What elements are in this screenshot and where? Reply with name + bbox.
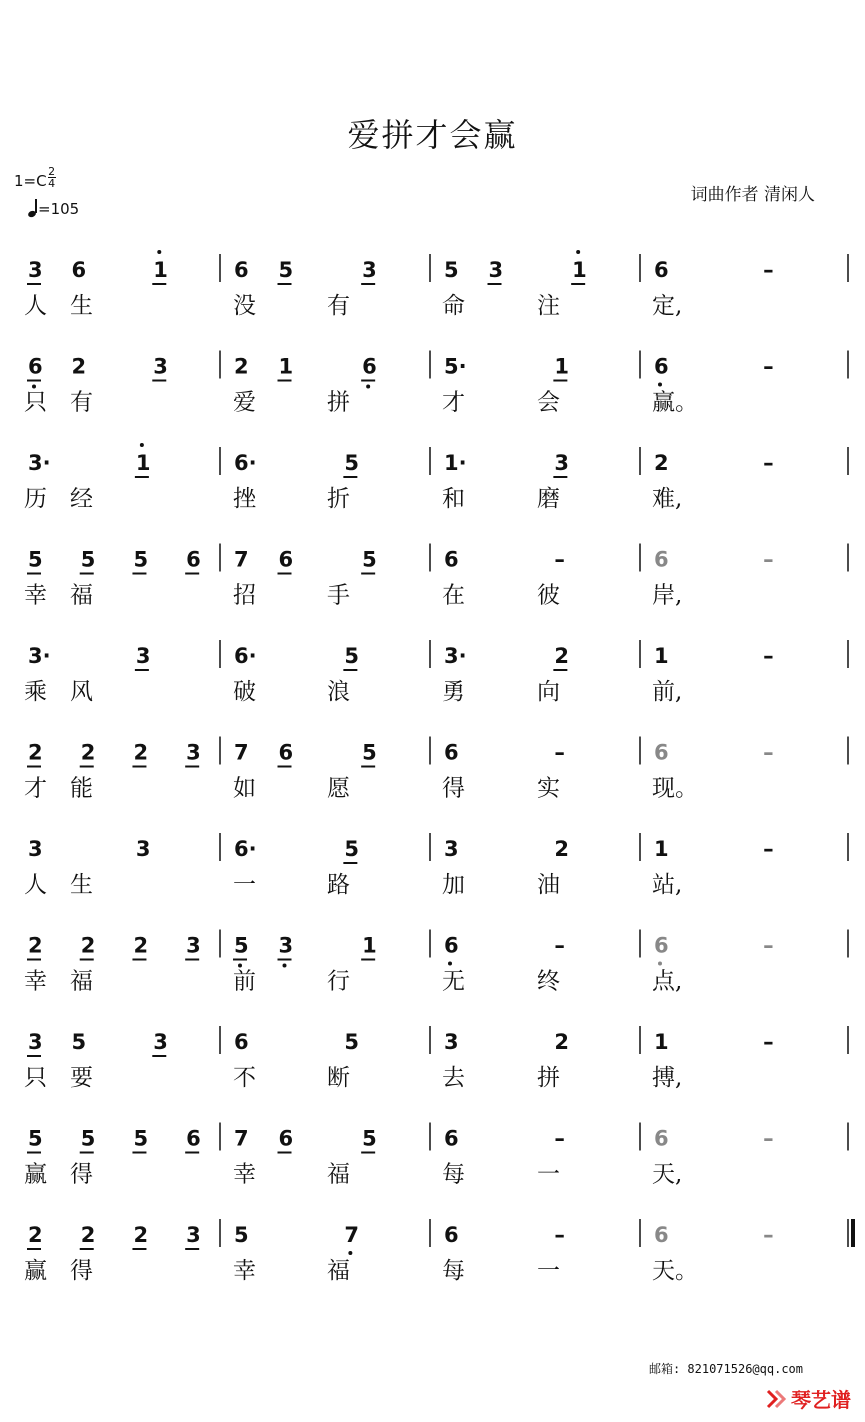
lyric-char: 每: [442, 1161, 465, 1188]
score-line: [24, 1026, 848, 1091]
note: 3: [278, 933, 294, 958]
note: 5: [80, 1126, 96, 1151]
lyric-char: 有: [327, 293, 350, 319]
lyric-char: 油: [537, 872, 560, 898]
note: 6: [444, 933, 459, 958]
lyric-char: 一: [537, 1258, 560, 1284]
octave-dot: [32, 385, 36, 389]
lyric-char: 经: [70, 486, 93, 512]
note: 1: [654, 1030, 669, 1054]
lyric-char: 命: [442, 293, 465, 319]
note: 1: [135, 451, 151, 475]
note: 5: [344, 451, 359, 475]
octave-dot: [157, 250, 161, 254]
lyric-char: 历: [24, 486, 47, 512]
lyric-char: 彼: [537, 582, 560, 609]
lyric-char: 幸: [233, 1258, 256, 1284]
score-line: [24, 640, 848, 705]
note: 6: [234, 258, 249, 282]
note: 1: [153, 258, 168, 282]
note: –: [554, 933, 565, 958]
lyric-char: 向: [537, 679, 560, 705]
note: 3: [153, 354, 168, 379]
lyric-char: 定,: [652, 293, 683, 319]
lyric-char: 有: [70, 389, 93, 416]
lyric-char: 实: [537, 775, 560, 802]
note: 3: [28, 1030, 43, 1054]
note: 5: [344, 837, 359, 861]
note: 3: [186, 740, 201, 765]
lyric-char: 折: [327, 486, 350, 512]
octave-dot: [140, 443, 144, 447]
note: 3·: [28, 644, 51, 668]
lyric-char: 赢: [24, 1161, 47, 1188]
logo-mark-icon: [765, 1387, 787, 1409]
note: 6: [654, 1223, 669, 1247]
score-line: [24, 1219, 853, 1284]
note: 2: [554, 837, 569, 861]
lyric-char: 天。: [652, 1258, 698, 1284]
song-title: 爱拼才会赢: [347, 116, 518, 154]
note: 1: [362, 933, 377, 958]
lyric-char: 勇: [442, 679, 465, 705]
note: –: [763, 354, 774, 379]
lyric-char: 手: [327, 582, 350, 609]
lyric-char: 路: [327, 872, 350, 898]
note: 1: [654, 837, 669, 861]
lyric-char: 招: [233, 582, 256, 609]
lyric-char: 一: [537, 1161, 560, 1188]
lyric-char: 挫: [233, 486, 256, 512]
lyric-char: 会: [537, 389, 560, 416]
lyric-char: 在: [442, 582, 465, 609]
octave-dot: [238, 964, 242, 968]
lyric-char: 破: [233, 679, 256, 705]
note: 1: [654, 644, 669, 668]
note: 2: [133, 1223, 149, 1247]
note: 2: [28, 1223, 43, 1247]
lyric-char: 只: [24, 1065, 47, 1091]
lyric-char: 福: [327, 1161, 350, 1188]
note: –: [763, 1030, 774, 1054]
lyric-char: 生: [70, 293, 93, 319]
note: 2: [28, 933, 43, 958]
note: 6: [654, 740, 669, 765]
lyric-char: 乘: [24, 679, 47, 705]
logo-text: 琴艺谱: [791, 1387, 851, 1412]
note: 3: [135, 837, 151, 861]
lyric-char: 幸: [24, 582, 47, 609]
octave-dot: [366, 385, 370, 389]
note: 6: [362, 354, 377, 379]
tempo-value: =105: [38, 200, 80, 218]
note: 1: [554, 354, 569, 379]
note: 5: [234, 933, 249, 958]
note: 6: [444, 547, 459, 572]
octave-dot: [576, 250, 580, 254]
lyric-char: 愿: [327, 775, 350, 802]
note: 2: [654, 451, 669, 475]
note: 1·: [444, 451, 467, 475]
note: 2: [554, 644, 569, 668]
octave-dot: [448, 962, 452, 966]
lyric-char: 站,: [652, 872, 683, 898]
note: 7: [234, 740, 249, 765]
octave-dot: [658, 962, 662, 966]
note: 2: [234, 354, 249, 379]
note: 6·: [234, 451, 257, 475]
lyric-char: 岸,: [652, 582, 683, 609]
lyric-char: 拼: [327, 389, 350, 416]
lyric-char: 得: [70, 1258, 93, 1284]
note: 7: [234, 1126, 249, 1151]
note: 2: [71, 354, 87, 379]
note: –: [763, 258, 774, 282]
note: 3: [28, 258, 43, 282]
lyric-char: 得: [442, 775, 465, 802]
lyric-char: 搏,: [652, 1065, 683, 1091]
note: 5: [344, 1030, 359, 1054]
lyric-char: 才: [24, 775, 47, 802]
lyric-char: 没: [233, 293, 256, 319]
score-line: [24, 833, 848, 898]
note: 3: [488, 258, 504, 282]
note: 6: [234, 1030, 249, 1054]
note: –: [763, 933, 774, 958]
lyric-char: 注: [537, 293, 560, 319]
note: 5: [28, 547, 43, 572]
lyric-char: 生: [70, 872, 93, 898]
lyric-char: 浪: [327, 679, 350, 705]
note: –: [763, 451, 774, 475]
score-line: [24, 1123, 848, 1188]
note: 5: [444, 258, 459, 282]
lyric-char: 得: [70, 1161, 93, 1188]
note: 2: [133, 933, 149, 958]
note: 2: [554, 1030, 569, 1054]
time-bottom: 4: [48, 177, 56, 190]
note: 3: [28, 837, 43, 861]
note: 6: [654, 547, 669, 572]
lyric-char: 无: [442, 968, 465, 995]
score-line: [24, 930, 848, 995]
note: –: [763, 547, 774, 572]
author-credit: 词曲作者 清闲人: [690, 185, 815, 205]
note: 5: [71, 1030, 87, 1054]
lyric-char: 幸: [24, 968, 47, 995]
note: –: [554, 547, 565, 572]
score-line: [24, 443, 848, 512]
key-prefix: 1=C: [14, 172, 47, 190]
note: 3: [554, 451, 569, 475]
note: 3: [135, 644, 151, 668]
note: 5: [80, 547, 96, 572]
note: 1: [572, 258, 587, 282]
note: 6: [444, 1223, 459, 1247]
note: 5: [133, 547, 149, 572]
lyric-char: 一: [233, 872, 256, 898]
note: 3: [444, 1030, 459, 1054]
lyric-char: 只: [24, 389, 47, 416]
lyric-char: 不: [233, 1065, 256, 1091]
note: –: [763, 1223, 774, 1247]
note: 6: [71, 258, 87, 282]
note: –: [554, 740, 565, 765]
note: 6: [444, 1126, 459, 1151]
note: 6: [278, 547, 294, 572]
lyric-char: 前,: [652, 679, 683, 705]
note: 6: [654, 258, 669, 282]
note: 6: [28, 354, 43, 379]
lyric-char: 如: [233, 775, 256, 802]
lyric-char: 要: [70, 1065, 93, 1091]
lyric-char: 断: [327, 1065, 350, 1091]
note: 6: [654, 354, 669, 379]
octave-dot: [348, 1251, 352, 1255]
note: –: [763, 644, 774, 668]
lyric-char: 能: [70, 775, 93, 802]
lyric-char: 终: [537, 968, 560, 995]
note: 5: [234, 1223, 249, 1247]
note: 2: [80, 740, 96, 765]
note: –: [554, 1126, 565, 1151]
note: 6: [444, 740, 459, 765]
note: –: [763, 837, 774, 861]
footer-email: 邮箱: 821071526@qq.com: [648, 1362, 803, 1376]
note: 6·: [234, 837, 257, 861]
lyric-char: 福: [70, 582, 93, 609]
lyric-char: 难,: [652, 486, 683, 512]
note: 5: [362, 547, 377, 572]
octave-dot: [283, 964, 287, 968]
lyric-char: 前: [233, 968, 256, 995]
note: 3: [153, 1030, 168, 1054]
note: 5: [344, 644, 359, 668]
note: –: [554, 1223, 565, 1247]
note: 5: [362, 740, 377, 765]
lyric-char: 赢。: [652, 389, 698, 416]
time-top: 2: [48, 165, 56, 178]
lyric-char: 爱: [233, 389, 256, 416]
note: 2: [28, 740, 43, 765]
lyric-char: 拼: [537, 1065, 560, 1091]
note: 3·: [444, 644, 467, 668]
note: 5: [28, 1126, 43, 1151]
lyric-char: 福: [70, 968, 93, 995]
note: 3: [186, 1223, 201, 1247]
note: 1: [278, 354, 294, 379]
score-line: [24, 737, 848, 802]
score-line: [24, 351, 848, 416]
note: –: [763, 740, 774, 765]
lyric-char: 赢: [24, 1258, 47, 1284]
note: 5: [278, 258, 294, 282]
note: 3: [444, 837, 459, 861]
lyric-char: 加: [442, 872, 465, 898]
note: 2: [80, 1223, 96, 1247]
note: 6·: [234, 644, 257, 668]
note: 5: [362, 1126, 377, 1151]
note: 2: [133, 740, 149, 765]
note: 6: [654, 933, 669, 958]
score-line: [24, 544, 848, 609]
note: 7: [234, 547, 249, 572]
lyric-char: 天,: [652, 1161, 683, 1188]
note: 3: [186, 933, 201, 958]
note: 3: [362, 258, 377, 282]
note: –: [763, 1126, 774, 1151]
lyric-char: 和: [442, 486, 465, 512]
note: 6: [186, 547, 201, 572]
lyric-char: 幸: [233, 1161, 256, 1188]
lyric-char: 人: [24, 872, 47, 898]
note: 6: [654, 1126, 669, 1151]
lyric-char: 风: [70, 679, 93, 705]
lyric-char: 福: [327, 1258, 350, 1284]
note: 6: [186, 1126, 201, 1151]
note: 2: [80, 933, 96, 958]
lyric-char: 人: [24, 293, 47, 319]
note: 7: [344, 1223, 359, 1247]
note: 6: [278, 740, 294, 765]
lyric-char: 现。: [652, 775, 698, 802]
site-logo: [765, 1385, 851, 1411]
note: 5·: [444, 354, 467, 379]
lyric-char: 行: [327, 968, 350, 995]
lyric-char: 点,: [652, 968, 683, 995]
note: 5: [133, 1126, 149, 1151]
lyric-char: 磨: [537, 486, 560, 512]
note: 6: [278, 1126, 294, 1151]
lyric-char: 去: [442, 1065, 465, 1091]
octave-dot: [658, 383, 662, 387]
lyric-char: 每: [442, 1258, 465, 1284]
note: 3·: [28, 451, 51, 475]
lyric-char: 才: [442, 389, 465, 416]
score-line: [24, 250, 848, 319]
